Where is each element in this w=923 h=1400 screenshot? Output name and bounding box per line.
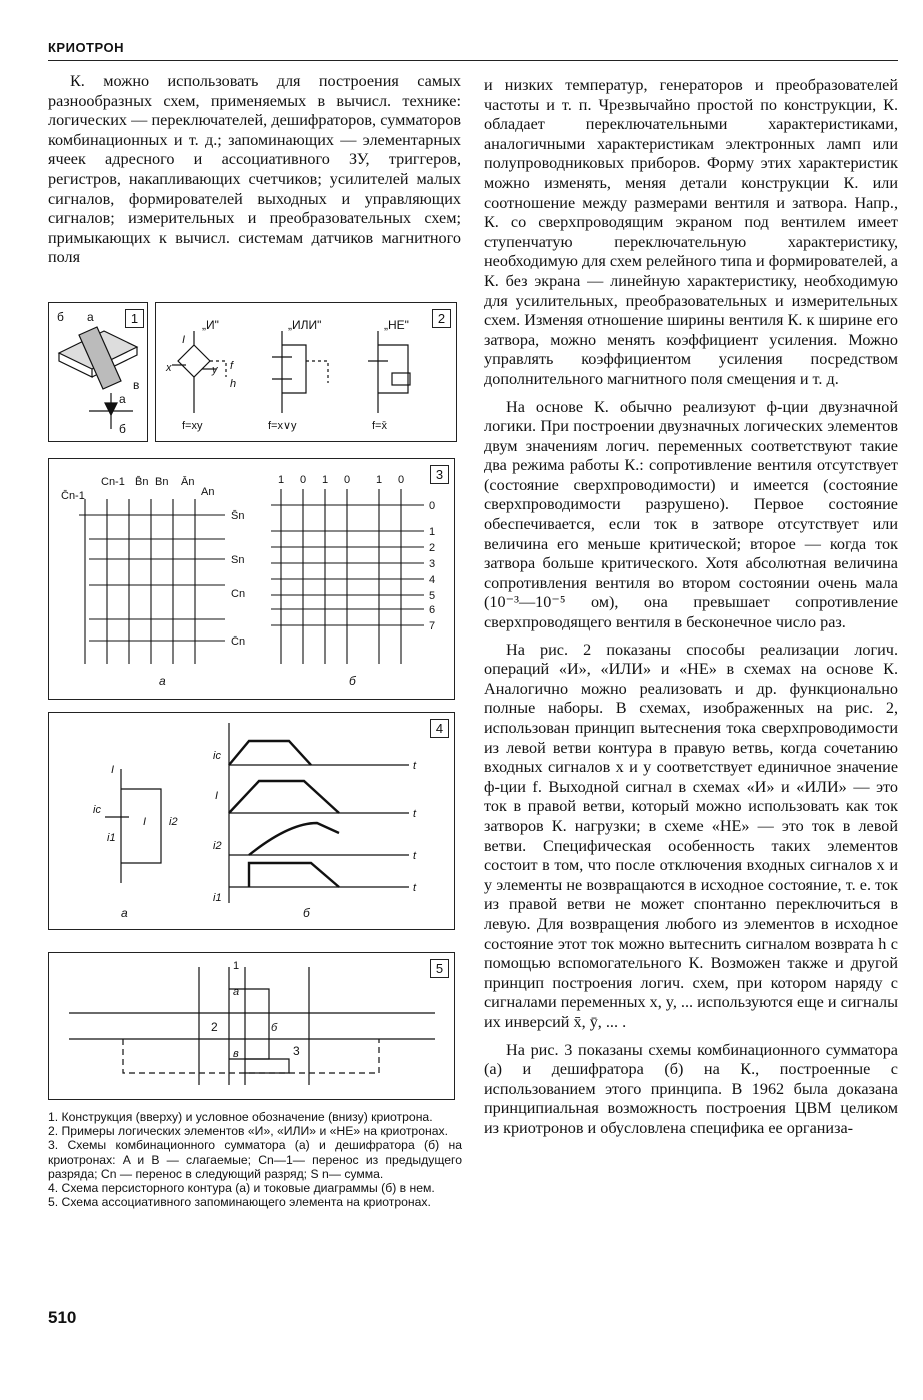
fig3-input-bn-bar: B̄n — [135, 476, 149, 488]
fig2-formula-and: f=xy — [182, 420, 203, 432]
right-paragraph-4: На рис. 3 показаны схемы комбинационного сумматора (а) и дешифратора (б) на К., построенные с использованием этого принципа. В 1962 была доказана принципиальная возможность построения ЦВМ целиком из криотронов и обусловлена специфика ее организа- — [484, 1040, 898, 1137]
fig3-out-6: 6 — [429, 604, 436, 616]
fig4-axis-t-1: t — [413, 760, 417, 772]
fig3-input-cn1-bar: C̄n-1 — [61, 490, 85, 502]
fig3-out-1: 1 — [429, 526, 436, 538]
fig2-formula-not: f=x̄ — [372, 420, 387, 432]
left-paragraph-1: К. можно использовать для построения самых разнообразных схем, применяемых в вычисл. технике: логических — переключателей, дешифраторов, сумматоров комбинационных и т. д.; запоминающих — элементарных ячеек адресного и ассоциативного ЗУ, триггеров, регистров, накапливающих счетчиков; усилителей малых сигналов, формирователей выходных и управляющих сигналов; измерительных и преобразовательных схем; примыкающих к вычисл. системам датчиков магнитного поля — [48, 72, 461, 267]
figure-number-5: 5 — [430, 959, 449, 978]
fig3-out-2: 2 — [429, 542, 436, 554]
fig3-out-3: 3 — [429, 558, 436, 570]
fig3-bit-5: 1 — [376, 474, 383, 486]
fig3-sub-a: а — [159, 674, 166, 688]
fig3-bit-1: 1 — [278, 474, 285, 486]
fig3-out-7: 7 — [429, 620, 436, 632]
fig5-label-b: б — [271, 1022, 278, 1034]
fig3-input-an: An — [201, 486, 215, 498]
fig2-title-not: „НЕ" — [384, 318, 409, 332]
fig3-input-an-bar: Ān — [181, 476, 195, 488]
fig2-title-and: „И" — [202, 318, 219, 332]
fig3-bit-3: 1 — [322, 474, 329, 486]
fig3-sub-b: б — [349, 674, 356, 688]
fig3-input-cn1: Cn-1 — [101, 476, 125, 488]
fig4-axis-t-2: t — [413, 808, 417, 820]
fig4-axis-t-3: t — [413, 850, 417, 862]
fig1-label-a-top: а — [87, 310, 94, 324]
running-header: КРИОТРОН — [48, 40, 125, 55]
fig2-title-or: „ИЛИ" — [288, 318, 322, 332]
fig4-label-i1-b: i1 — [213, 892, 222, 904]
fig3-out-4: 4 — [429, 574, 436, 586]
fig4-label-i2-b: i2 — [213, 840, 222, 852]
fig4-label-ic-a: ic — [93, 804, 101, 816]
fig5-label-a: а — [233, 986, 240, 998]
fig1-label-v: в — [133, 378, 140, 392]
fig4-label-i2-a: i2 — [169, 816, 178, 828]
figure-4-persistor-circuit — [48, 712, 455, 930]
fig5-label-v: в — [233, 1048, 239, 1060]
caption-4: 4. Схема персисторного контура (а) и токовые диаграммы (б) в нем. — [48, 1181, 435, 1196]
right-paragraph-2: На основе К. обычно реализуют ф-ции двузначной логики. При построении двузначных логических элементов двум значениям логич. переменных соответствуют такие два режима работы К.: сопротивление вентиля отсутствует (состояние сверхпроводимости) и имеется (состояние сверхпроводимости разрушено). Первое состояние обеспечивается, если ток в затворе отсутствует или величина его меньше критической; второе — когда ток затвора больше критического. Хотя абсолютная величина сопротивления вентиля во втором состоянии очень мала (10⁻³—10⁻⁵ ом), она превышает сопротивление сверхпроводящего вентиля в бесконечное число раз. — [484, 397, 898, 632]
fig4-axis-t-4: t — [413, 882, 417, 894]
fig4-sub-a: а — [121, 906, 128, 920]
figure-1-cryotron-construction — [48, 302, 148, 442]
fig1-label-b-top: б — [57, 310, 64, 324]
fig4-sub-b: б — [303, 906, 310, 920]
figure-2-logic-elements — [155, 302, 457, 442]
fig3-output-cn-bar: C̄n — [231, 636, 246, 648]
fig3-output-sn-bar: S̄n — [231, 510, 245, 522]
header-rule — [48, 60, 898, 61]
fig5-label-2: 2 — [211, 1020, 218, 1034]
fig3-output-sn: Sn — [231, 554, 245, 566]
fig5-label-3: 3 — [293, 1044, 300, 1058]
fig3-bit-4: 0 — [344, 474, 351, 486]
fig3-output-cn: Cn — [231, 588, 246, 600]
fig2-var-I: I — [182, 334, 186, 346]
fig3-out-5: 5 — [429, 590, 436, 602]
fig2-var-x: x — [166, 362, 172, 374]
caption-1: 1. Конструкция (вверху) и условное обозначение (внизу) криотрона. — [48, 1110, 433, 1124]
page-number: 510 — [48, 1308, 77, 1327]
figure-number-1: 1 — [125, 309, 144, 328]
fig3-bit-2: 0 — [300, 474, 307, 486]
left-column-text — [48, 72, 461, 268]
fig1-label-a-bottom: а — [119, 392, 126, 406]
fig3-bit-6: 0 — [398, 474, 405, 486]
figure-captions — [48, 1110, 462, 1209]
fig5-label-1: 1 — [233, 960, 240, 972]
figure-number-2: 2 — [432, 309, 451, 328]
fig4-label-i1-a: i1 — [107, 832, 116, 844]
fig4-label-I-a: I — [111, 764, 115, 776]
fig1-label-b-bottom: б — [119, 422, 126, 436]
fig4-label-I-loop: I — [143, 816, 147, 828]
fig3-out-0: 0 — [429, 500, 436, 512]
figure-5-associative-memory — [48, 952, 455, 1100]
caption-2: 2. Примеры логических элементов «И», «ИЛИ» и «НЕ» на криотронах. — [48, 1124, 448, 1139]
fig4-label-ic-b: ic — [213, 750, 221, 762]
fig3-input-bn: Bn — [155, 476, 169, 488]
fig4-label-I-b: I — [215, 790, 219, 802]
right-column-text — [484, 76, 898, 1138]
fig2-formula-or: f=x∨y — [268, 420, 297, 432]
right-paragraph-1: и низких температур, генераторов и преобразователей частоты и т. п. Чрезвычайно простой по конструкции, К. обладает переключательными характеристиками, аналогичными характеристикам электронных ламп или полупроводниковых приборов. Форму этих характеристик можно изменять, меняя детали конструкции К. или соотношение между размерами вентиля и затвора. Напр., К. со сверхпроводящим экраном под вентилем имеет ступенчатую переключательную характеристику, необходимую для схем релейного типа и формирователей, а К. без экрана — линейную характеристику, необходимую для усилительных, преобразовательных и измерительных схем. Изменяя отношение ширины вентиля К. к ширине его затвора, можно менять коэффициент усиления. Можно управлять коэффициентом усиления посредством дополнительного магнитного поля смещения и т. д. — [484, 76, 898, 388]
figure-number-4: 4 — [430, 719, 449, 738]
figure-3-adder-decoder — [48, 458, 455, 700]
right-paragraph-3: На рис. 2 показаны способы реализации логич. операций «И», «ИЛИ» и «НЕ» в схемах на основе К. Аналогично можно реализовать и др. функционально полные наборы. В схемах, изображенных на рис. 2, использован принцип вытеснения тока сверхпроводимости из левой ветви контура в правую ветвь, когда сочетанию входных сигналов x и y соответствует единичное значение ф-ции f. Выходной сигнал в схемах «И» и «ИЛИ» — это ток в правой ветви, который можно использовать как ток затворов К. нагрузки; в схеме «НЕ» — это ток в левой ветви. Специфическая особенность таких элементов состоит в том, что после отключения входных сигналов x и y элементы не возвращаются в исходное состояние, т. е. ток из правой ветви не может спонтанно переключиться в левую. Для возвращения любого из элементов в исходное состояние этот ток можно вытеснить сигналом возврата h с помощью вспомогательного К. Возможен также и другой принцип построения логич. схем, при котором наряду с сигналами переменных x, y, ... используются еще и сигналы их инверсий x̄, ȳ, ... . — [484, 640, 898, 1031]
caption-3: 3. Схемы комбинационного сумматора (а) и дешифратора (б) на криотронах: A и B — слагаемые; Cn—1— перенос из предыдущего разряда; Cn — перенос в следующий разряд; S n— сумма. — [48, 1138, 462, 1181]
fig2-var-y: y — [212, 364, 218, 376]
fig2-var-f: f — [230, 360, 234, 372]
caption-5: 5. Схема ассоциативного запоминающего элемента на криотронах. — [48, 1195, 431, 1210]
figure-number-3: 3 — [430, 465, 449, 484]
fig2-var-h: h — [230, 378, 237, 390]
